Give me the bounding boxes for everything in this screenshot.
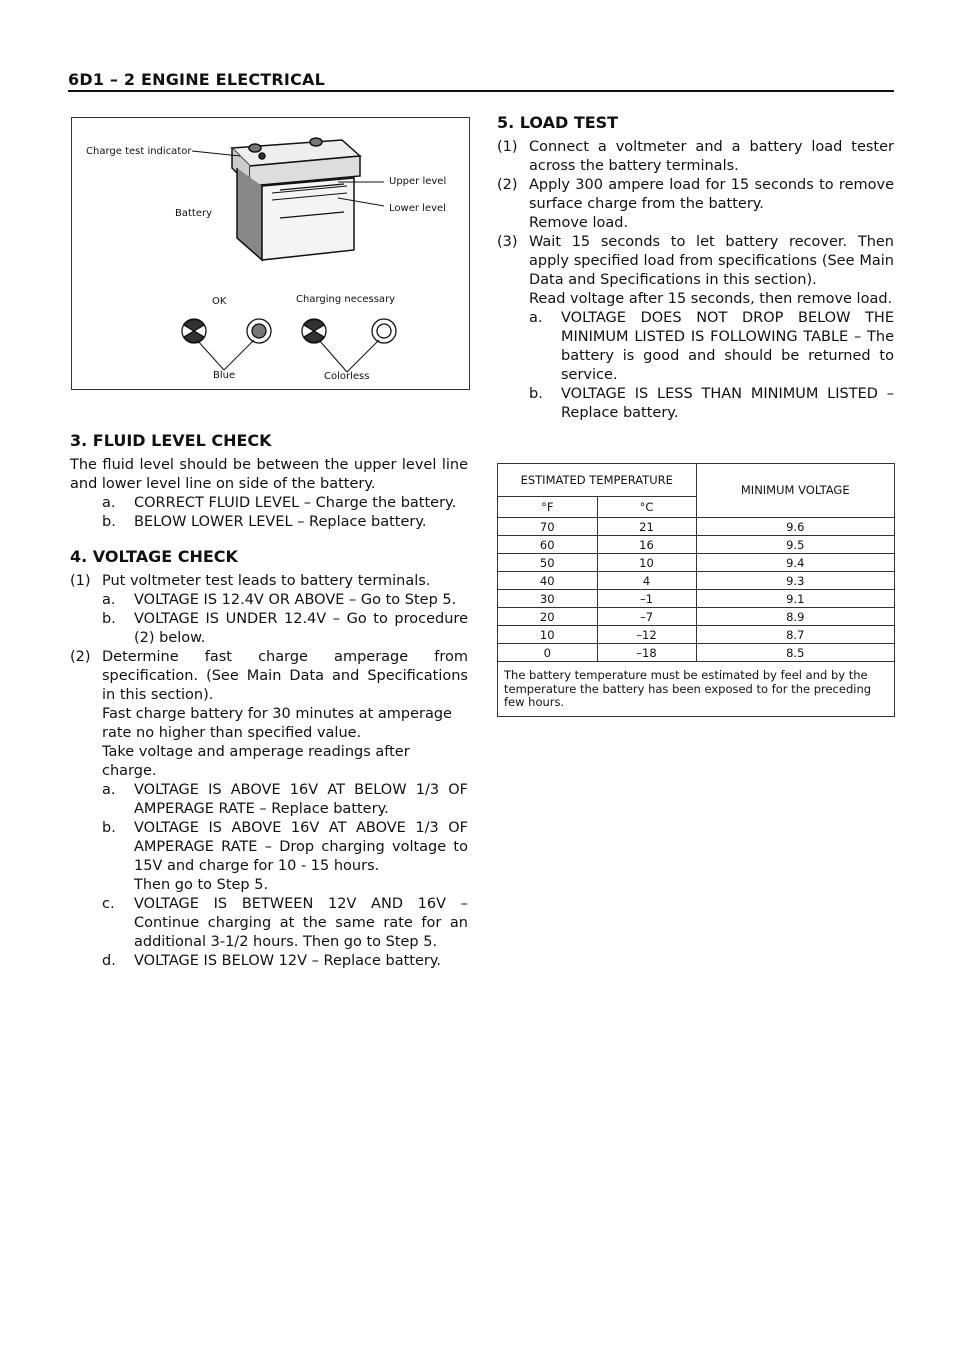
cell-voltage: 9.6 — [696, 518, 894, 536]
cell-f: 10 — [498, 626, 597, 644]
item-letter: c. — [102, 896, 115, 912]
item-letter: a. — [529, 310, 543, 326]
label-upper-level: Upper level — [389, 176, 447, 187]
list-item — [497, 176, 894, 214]
header-celsius: °C — [597, 497, 696, 518]
table-row — [498, 626, 894, 644]
list-item — [70, 895, 468, 952]
table-row — [498, 572, 894, 590]
item-letter: b. — [102, 820, 116, 836]
list-item — [70, 610, 468, 648]
battery-illustration — [72, 118, 469, 389]
table-row — [498, 608, 894, 626]
cell-c: –18 — [597, 644, 696, 662]
page-header: 6D1 – 2 ENGINE ELECTRICAL — [68, 70, 325, 89]
label-blue: Blue — [213, 370, 236, 381]
item-letter: b. — [102, 514, 116, 530]
item-text: VOLTAGE IS BELOW 12V – Replace battery. — [134, 953, 441, 969]
cell-f: 60 — [498, 536, 597, 554]
table-row — [498, 518, 894, 536]
cell-f: 40 — [498, 572, 597, 590]
table-row — [498, 554, 894, 572]
list-item — [70, 819, 468, 876]
cell-f: 20 — [498, 608, 597, 626]
cell-c: 10 — [597, 554, 696, 572]
header-rule — [68, 90, 894, 92]
step-paragraph: Remove load. — [529, 215, 629, 231]
step-number: (2) — [497, 177, 518, 193]
step-text: Wait 15 seconds to let battery recover. Then apply specified load from specifications (See Main Data and Specifications in this section). — [529, 234, 894, 288]
cell-f: 50 — [498, 554, 597, 572]
table-note: The battery temperature must be estimated by feel and by the temperature the battery has been exposed to for the preceding few hours. — [504, 668, 872, 709]
cell-c: –12 — [597, 626, 696, 644]
fluid-level-intro: The fluid level should be between the upper level line and lower level line on side of the battery. — [70, 457, 468, 492]
item-letter: a. — [102, 592, 116, 608]
item-letter: d. — [102, 953, 116, 969]
label-lower-level: Lower level — [389, 203, 446, 214]
item-text: VOLTAGE IS BETWEEN 12V AND 16V – Continue charging at the same rate for an additional 3-1/2 hours. Then go to Step 5. — [134, 896, 468, 950]
step-paragraph: Fast charge battery for 30 minutes at amperage rate no higher than specified value. — [102, 706, 452, 741]
step-text: Determine fast charge amperage from specification. (See Main Data and Specifications in this section). — [102, 649, 468, 703]
step-number: (2) — [70, 649, 91, 665]
cell-voltage: 8.5 — [696, 644, 894, 662]
list-item — [70, 591, 468, 610]
item-text: VOLTAGE IS 12.4V OR ABOVE – Go to Step 5. — [134, 592, 457, 608]
list-item — [497, 309, 894, 385]
item-text: VOLTAGE DOES NOT DROP BELOW THE MINIMUM LISTED IS FOLLOWING TABLE – The battery is good and should be returned to service. — [561, 310, 894, 383]
minimum-voltage-table — [497, 463, 895, 717]
header-estimated-temperature: ESTIMATED TEMPERATURE — [498, 464, 696, 497]
item-text: VOLTAGE IS ABOVE 16V AT BELOW 1/3 OF AMPERAGE RATE – Replace battery. — [134, 782, 468, 817]
step-text: Put voltmeter test leads to battery terminals. — [102, 573, 431, 589]
cell-c: 21 — [597, 518, 696, 536]
label-charge-indicator: Charge test indicator — [86, 146, 192, 157]
list-item — [70, 494, 468, 513]
table-row — [498, 590, 894, 608]
table-row — [498, 536, 894, 554]
item-text: VOLTAGE IS ABOVE 16V AT ABOVE 1/3 OF AMPERAGE RATE – Drop charging voltage to 15V and charge for 10 - 15 hours. — [134, 820, 468, 874]
cell-c: 16 — [597, 536, 696, 554]
step-paragraph: Take voltage and amperage readings after charge. — [102, 744, 410, 779]
item-text: VOLTAGE IS UNDER 12.4V – Go to procedure (2) below. — [134, 611, 468, 646]
list-item — [70, 513, 468, 532]
table-row — [498, 644, 894, 662]
cell-voltage: 9.1 — [696, 590, 894, 608]
item-letter: b. — [529, 386, 543, 402]
item-text: BELOW LOWER LEVEL – Replace battery. — [134, 514, 427, 530]
cell-f: 0 — [498, 644, 597, 662]
header-minimum-voltage: MINIMUM VOLTAGE — [696, 464, 894, 518]
item-text: VOLTAGE IS LESS THAN MINIMUM LISTED – Replace battery. — [561, 386, 894, 421]
right-column — [497, 112, 894, 423]
step-text: Apply 300 ampere load for 15 seconds to remove surface charge from the battery. — [529, 177, 894, 212]
item-letter: a. — [102, 782, 116, 798]
cell-f: 30 — [498, 590, 597, 608]
cell-f: 70 — [498, 518, 597, 536]
list-item — [497, 233, 894, 290]
item-letter: a. — [102, 495, 116, 511]
voltage-check-heading: 4. VOLTAGE CHECK — [70, 547, 238, 566]
item-text: CORRECT FLUID LEVEL – Charge the battery. — [134, 495, 457, 511]
step-number: (1) — [497, 139, 518, 155]
list-item — [70, 952, 468, 971]
item-letter: b. — [102, 611, 116, 627]
cell-voltage: 9.5 — [696, 536, 894, 554]
label-colorless: Colorless — [324, 371, 370, 382]
label-ok: OK — [212, 296, 227, 307]
list-item — [497, 385, 894, 423]
cell-c: 4 — [597, 572, 696, 590]
item-continuation: Then go to Step 5. — [134, 877, 269, 893]
list-item — [70, 781, 468, 819]
cell-c: –1 — [597, 590, 696, 608]
step-number: (3) — [497, 234, 518, 250]
step-paragraph: Read voltage after 15 seconds, then remove load. — [529, 291, 893, 307]
fluid-level-heading: 3. FLUID LEVEL CHECK — [70, 431, 272, 450]
header-fahrenheit: °F — [498, 497, 597, 518]
cell-voltage: 8.9 — [696, 608, 894, 626]
list-item — [497, 138, 894, 176]
battery-figure — [71, 117, 470, 390]
label-battery: Battery — [175, 208, 213, 219]
step-number: (1) — [70, 573, 91, 589]
label-charging-necessary: Charging necessary — [296, 294, 396, 305]
cell-c: –7 — [597, 608, 696, 626]
cell-voltage: 9.3 — [696, 572, 894, 590]
list-item — [70, 572, 468, 591]
step-text: Connect a voltmeter and a battery load tester across the battery terminals. — [529, 139, 894, 174]
cell-voltage: 8.7 — [696, 626, 894, 644]
list-item — [70, 648, 468, 705]
left-column — [70, 430, 468, 971]
load-test-heading: 5. LOAD TEST — [497, 113, 619, 132]
cell-voltage: 9.4 — [696, 554, 894, 572]
